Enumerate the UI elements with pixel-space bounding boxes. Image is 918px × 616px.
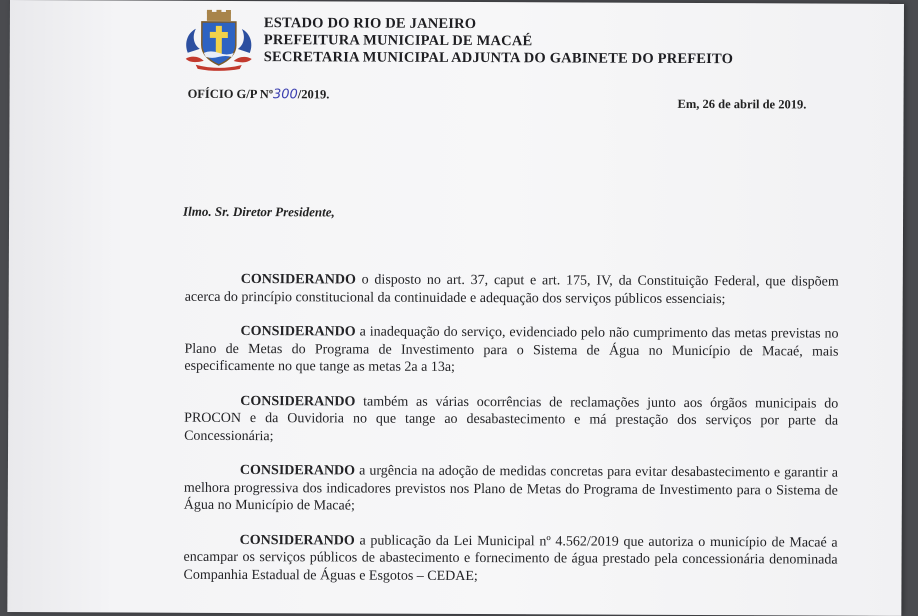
- paragraph-lead: CONSIDERANDO: [240, 272, 356, 288]
- letter-date: Em, 26 de abril de 2019.: [677, 96, 807, 112]
- paragraph: [184, 392, 838, 447]
- paragraph-text: também as várias ocorrências de reclamações junto aos órgãos municipais do PROCON e da Ouvidoria no que tange ao desabastecimento e má prestação dos serviços por parte da Concessionária;: [184, 394, 839, 444]
- oficio-number: [188, 87, 330, 103]
- paragraph-text: a inadequação do serviço, evidenciado pelo não cumprimento das metas previstas no Plano de Metas do Programa de Investimento para o Sistema de Água no Município de Macaé, mais especificamente no que tange as metas 2a a 13a;: [184, 324, 839, 375]
- paragraph-lead: CONSIDERANDO: [240, 393, 356, 410]
- oficio-prefix: OFÍCIO G/P Nº: [187, 86, 274, 102]
- oficio-suffix: /2019.: [297, 87, 330, 102]
- paragraph: [184, 462, 838, 517]
- letterhead-prefecture: PREFEITURA MUNICIPAL DE MACAÉ: [263, 32, 533, 50]
- letterhead: [264, 15, 734, 68]
- document-page: [7, 0, 904, 616]
- paragraph-text: o disposto no art. 37, caput e art. 175, IV, da Constituição Federal, que dispõem acerca do princípio constitucional da continuidade e adequação dos serviços públicos essenciais;: [184, 272, 839, 307]
- letterhead-secretariat: SECRETARIA MUNICIPAL ADJUNTA DO GABINETE DO PREFEITO: [263, 49, 734, 68]
- paragraph-text: a publicação da Lei Municipal nº 4.562/2019 que autoriza o município de Macaé a encampar os serviços públicos de abastecimento e fornecimento de água prestado pela concessionária denominada Companhia Estadual de Águas e Esgotos – CEDAE;: [183, 533, 838, 584]
- paragraph-lead: CONSIDERANDO: [240, 324, 356, 340]
- municipal-coat-of-arms-icon: [182, 9, 256, 71]
- paragraph-lead: CONSIDERANDO: [239, 463, 356, 479]
- paragraph: [184, 323, 838, 378]
- paragraph-lead: CONSIDERANDO: [239, 532, 355, 549]
- paragraph: [185, 271, 839, 309]
- letterhead-state: ESTADO DO RIO DE JANEIRO: [263, 15, 477, 33]
- paragraph: [183, 531, 837, 586]
- oficio-handwritten-number: 300: [272, 87, 298, 103]
- salutation: Ilmo. Sr. Diretor Presidente,: [183, 203, 335, 220]
- letter-body: [183, 271, 838, 604]
- paragraph-text: a urgência na adoção de medidas concretas para evitar desabastecimento e garantir a melhora progressiva dos indicadores previstos nos Plano de Metas do Programa de Investimento para o Sistema de Água no Município de Macaé;: [183, 463, 838, 514]
